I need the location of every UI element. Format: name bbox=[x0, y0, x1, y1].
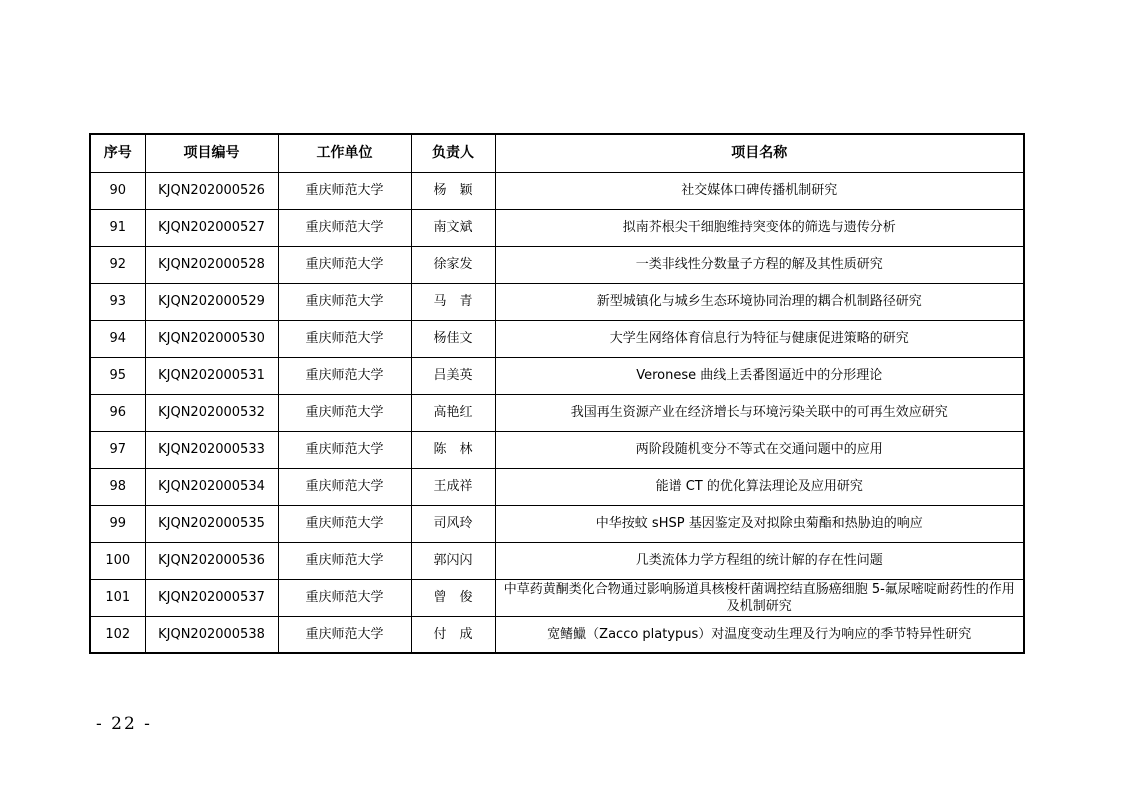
cell-title: 社交媒体口碑传播机制研究 bbox=[495, 172, 1024, 209]
cell-title: 宽鳍鱲（Zacco platypus）对温度变动生理及行为响应的季节特异性研究 bbox=[495, 616, 1024, 653]
cell-no: 102 bbox=[90, 616, 145, 653]
cell-lead: 付 成 bbox=[411, 616, 495, 653]
cell-no: 97 bbox=[90, 431, 145, 468]
cell-code: KJQN202000537 bbox=[145, 579, 278, 616]
header-title: 项目名称 bbox=[495, 134, 1024, 172]
cell-unit: 重庆师范大学 bbox=[278, 283, 411, 320]
table-row bbox=[90, 320, 1024, 357]
cell-no: 94 bbox=[90, 320, 145, 357]
cell-unit: 重庆师范大学 bbox=[278, 542, 411, 579]
cell-no: 91 bbox=[90, 209, 145, 246]
cell-lead: 曾 俊 bbox=[411, 579, 495, 616]
table-row bbox=[90, 468, 1024, 505]
cell-unit: 重庆师范大学 bbox=[278, 246, 411, 283]
cell-no: 99 bbox=[90, 505, 145, 542]
cell-code: KJQN202000526 bbox=[145, 172, 278, 209]
table-row bbox=[90, 542, 1024, 579]
page-number: - 22 - bbox=[96, 714, 152, 734]
cell-lead: 郭闪闪 bbox=[411, 542, 495, 579]
cell-code: KJQN202000536 bbox=[145, 542, 278, 579]
cell-title: 新型城镇化与城乡生态环境协同治理的耦合机制路径研究 bbox=[495, 283, 1024, 320]
cell-code: KJQN202000538 bbox=[145, 616, 278, 653]
cell-unit: 重庆师范大学 bbox=[278, 357, 411, 394]
cell-title: 中华按蚊 sHSP 基因鉴定及对拟除虫菊酯和热胁迫的响应 bbox=[495, 505, 1024, 542]
header-lead: 负责人 bbox=[411, 134, 495, 172]
table-row bbox=[90, 394, 1024, 431]
cell-unit: 重庆师范大学 bbox=[278, 209, 411, 246]
table-row bbox=[90, 616, 1024, 653]
cell-title: Veronese 曲线上丢番图逼近中的分形理论 bbox=[495, 357, 1024, 394]
cell-no: 92 bbox=[90, 246, 145, 283]
project-table bbox=[89, 133, 1025, 654]
cell-lead: 南文斌 bbox=[411, 209, 495, 246]
header-unit: 工作单位 bbox=[278, 134, 411, 172]
cell-lead: 高艳红 bbox=[411, 394, 495, 431]
header-no: 序号 bbox=[90, 134, 145, 172]
table-row bbox=[90, 246, 1024, 283]
cell-lead: 陈 林 bbox=[411, 431, 495, 468]
table-header-row bbox=[90, 134, 1024, 172]
table-row bbox=[90, 579, 1024, 616]
cell-code: KJQN202000530 bbox=[145, 320, 278, 357]
table-body bbox=[90, 172, 1024, 653]
table-row bbox=[90, 431, 1024, 468]
cell-lead: 吕美英 bbox=[411, 357, 495, 394]
cell-lead: 王成祥 bbox=[411, 468, 495, 505]
cell-lead: 杨佳文 bbox=[411, 320, 495, 357]
cell-title: 两阶段随机变分不等式在交通问题中的应用 bbox=[495, 431, 1024, 468]
header-code: 项目编号 bbox=[145, 134, 278, 172]
cell-no: 90 bbox=[90, 172, 145, 209]
cell-no: 98 bbox=[90, 468, 145, 505]
cell-title: 拟南芥根尖干细胞维持突变体的筛选与遗传分析 bbox=[495, 209, 1024, 246]
cell-no: 95 bbox=[90, 357, 145, 394]
cell-title: 一类非线性分数量子方程的解及其性质研究 bbox=[495, 246, 1024, 283]
cell-title: 我国再生资源产业在经济增长与环境污染关联中的可再生效应研究 bbox=[495, 394, 1024, 431]
cell-code: KJQN202000532 bbox=[145, 394, 278, 431]
cell-code: KJQN202000533 bbox=[145, 431, 278, 468]
table-row bbox=[90, 283, 1024, 320]
cell-unit: 重庆师范大学 bbox=[278, 394, 411, 431]
table-row bbox=[90, 357, 1024, 394]
cell-unit: 重庆师范大学 bbox=[278, 468, 411, 505]
cell-lead: 马 青 bbox=[411, 283, 495, 320]
cell-unit: 重庆师范大学 bbox=[278, 505, 411, 542]
cell-unit: 重庆师范大学 bbox=[278, 431, 411, 468]
cell-title: 几类流体力学方程组的统计解的存在性问题 bbox=[495, 542, 1024, 579]
cell-unit: 重庆师范大学 bbox=[278, 616, 411, 653]
cell-lead: 司风玲 bbox=[411, 505, 495, 542]
cell-code: KJQN202000534 bbox=[145, 468, 278, 505]
cell-unit: 重庆师范大学 bbox=[278, 320, 411, 357]
cell-title: 中草药黄酮类化合物通过影响肠道具核梭杆菌调控结直肠癌细胞 5-氟尿嘧啶耐药性的作用及机制研究 bbox=[495, 579, 1024, 616]
cell-no: 100 bbox=[90, 542, 145, 579]
cell-lead: 徐家发 bbox=[411, 246, 495, 283]
cell-no: 101 bbox=[90, 579, 145, 616]
cell-code: KJQN202000528 bbox=[145, 246, 278, 283]
cell-no: 96 bbox=[90, 394, 145, 431]
cell-no: 93 bbox=[90, 283, 145, 320]
cell-code: KJQN202000527 bbox=[145, 209, 278, 246]
table-row bbox=[90, 172, 1024, 209]
cell-lead: 杨 颖 bbox=[411, 172, 495, 209]
cell-code: KJQN202000531 bbox=[145, 357, 278, 394]
cell-unit: 重庆师范大学 bbox=[278, 172, 411, 209]
cell-code: KJQN202000529 bbox=[145, 283, 278, 320]
cell-title: 能谱 CT 的优化算法理论及应用研究 bbox=[495, 468, 1024, 505]
cell-unit: 重庆师范大学 bbox=[278, 579, 411, 616]
cell-title: 大学生网络体育信息行为特征与健康促进策略的研究 bbox=[495, 320, 1024, 357]
cell-code: KJQN202000535 bbox=[145, 505, 278, 542]
table-row bbox=[90, 209, 1024, 246]
table-row bbox=[90, 505, 1024, 542]
